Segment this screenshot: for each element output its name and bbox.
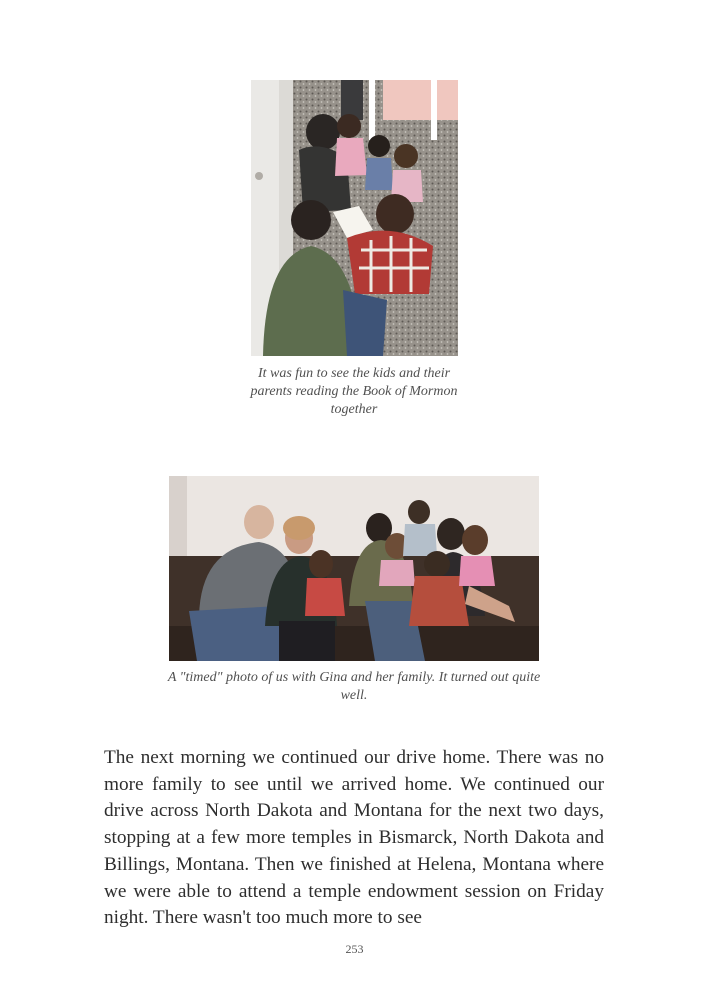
photo-family-couch (169, 476, 539, 661)
page-number: 253 (345, 942, 364, 956)
photo-family-image (169, 476, 539, 661)
photo-reading-book (251, 80, 458, 356)
body-paragraph: The next morning we continued our drive home. There was no more family to see until we arrived home. We continued our drive across North Dakota and Montana for the next two days, stopping at a few more temples in Bismarck, North Dakota and Billings, Montana. Then we finished at Helena, Montana where we were able to attend a temple endowment session on Friday night. There wasn't too much more to see (104, 747, 604, 929)
photo-reading-caption: It was fun to see the kids and their parents reading the Book of Mormon together (250, 366, 458, 417)
photo-family-caption: A "timed" photo of us with Gina and her family. It turned out quite well. (167, 670, 541, 703)
photo-reading-image (251, 80, 458, 356)
